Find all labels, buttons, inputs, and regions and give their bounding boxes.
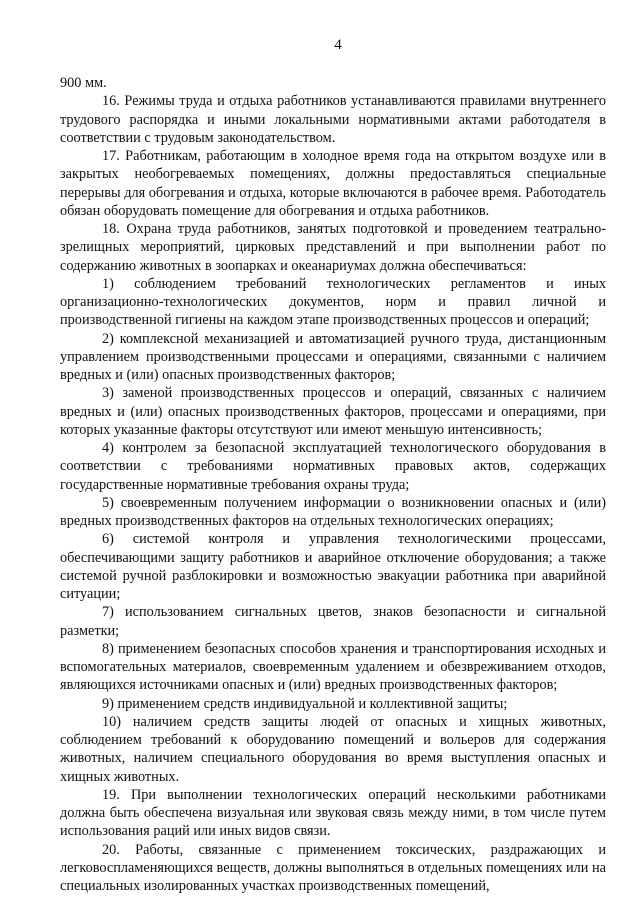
list-item-2: 2) комплексной механизацией и автоматизацией ручного труда, дистанционным управлением производственными процессами и операциями, связанными с наличием вредных и (или) опасных производственных факторов;: [60, 330, 606, 383]
paragraph-19: 19. При выполнении технологических операций несколькими работниками должна быть обеспечена визуальная или звуковая связь между ними, в том числе путем использования раций или иных видов связи.: [60, 786, 606, 840]
list-item-7: 7) использованием сигнальных цветов, знаков безопасности и сигнальной разметки;: [60, 604, 606, 639]
document-body: [60, 74, 606, 895]
list-item-10: 10) наличием средств защиты людей от опасных и хищных животных, соблюдением требований к оборудованию помещений и вольеров для содержания животных, наличием специального оборудования во время выступления опасных и хищных животных.: [60, 713, 606, 785]
list-item-8: 8) применением безопасных способов хранения и транспортирования исходных и вспомогательных материалов, своевременным удалением и обезвреживанием отходов, являющихся источниками опасных и (или) вредных производственных факторов;: [60, 640, 606, 694]
list-item-3: 3) заменой производственных процессов и операций, связанных с наличием вредных и (или) опасных производственных факторов, процессами и операциями, при которых указанные факторы отсутствуют или имеют меньшую интенсивность;: [60, 385, 606, 438]
list-item-1: 1) соблюдением требований технологических регламентов и иных организационно-технологических документов, норм и правил личной и производственной гигиены на каждом этапе производственных процессов и операций;: [60, 275, 606, 329]
list-item-9: 9) применением средств индивидуальной и коллективной защиты;: [102, 695, 508, 712]
paragraph-continuation: 900 мм.: [60, 75, 107, 91]
paragraph-20: 20. Работы, связанные с применением токсических, раздражающих и легковоспламеняющихся веществ, должны выполняться в отдельных помещениях или на специальных изолированных участках производственных помещений,: [60, 841, 606, 894]
paragraph-16: 16. Режимы труда и отдыха работников устанавливаются правилами внутреннего трудового распорядка и иными локальными нормативными актами работодателя в соответствии с трудовым законодательством.: [60, 93, 606, 146]
paragraph-18: 18. Охрана труда работников, занятых подготовкой и проведением театрально-зрелищных мероприятий, цирковых представлений и при выполнении работ по содержанию животных в зоопарках и океанариумах должна обеспечиваться:: [60, 221, 606, 274]
list-item-4: 4) контролем за безопасной эксплуатацией технологического оборудования в соответствии с требованиями нормативных правовых актов, содержащих государственные нормативные требования охраны труда;: [60, 440, 606, 493]
list-item-5: 5) своевременным получением информации о возникновении опасных и (или) вредных производственных факторов на отдельных технологических операциях;: [60, 494, 606, 529]
list-item-6: 6) системой контроля и управления технологическими процессами, обеспечивающими защиту работников и аварийное отключение оборудования; а также системой ручной разблокировки и возможностью эвакуации работника при аварийной ситуации;: [60, 531, 606, 602]
paragraph-17: 17. Работникам, работающим в холодное время года на открытом воздухе или в закрытых необогреваемых помещениях, должны предоставляться специальные перерывы для обогревания и отдыха, которые включаются в рабочее время. Работодатель обязан оборудовать помещение для обогревания и отдыха работников.: [60, 148, 606, 219]
page-number: 4: [334, 37, 342, 53]
